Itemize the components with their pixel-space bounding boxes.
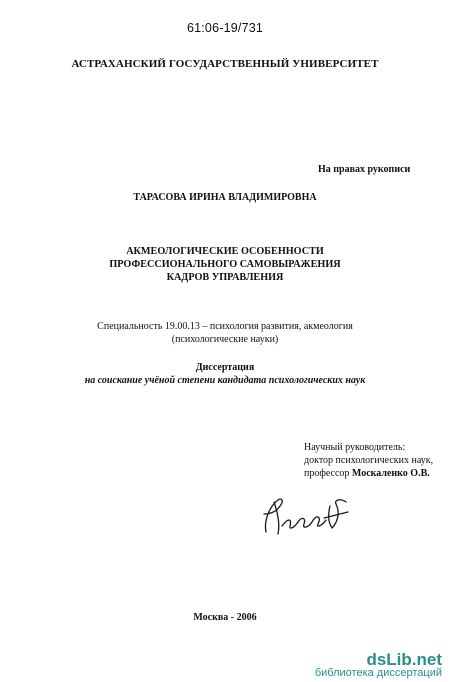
watermark-brand: dsLib.net xyxy=(366,650,442,669)
title-line-3: КАДРОВ УПРАВЛЕНИЯ xyxy=(166,272,284,283)
specialty-line: Специальность 19.00.13 – психология развития, акмеология xyxy=(97,321,353,332)
handwritten-signature xyxy=(244,492,374,540)
watermark xyxy=(300,650,450,682)
title-line-2: ПРОФЕССИОНАЛЬНОГО САМОВЫРАЖЕНИЯ xyxy=(109,259,341,270)
archive-stamp-number: 61:06-19/731 xyxy=(186,21,264,35)
watermark-subtitle: библиотека диссертаций xyxy=(314,667,442,679)
university-name: АСТРАХАНСКИЙ ГОСУДАРСТВЕННЫЙ УНИВЕРСИТЕТ xyxy=(71,58,379,70)
city-year: Москва - 2006 xyxy=(193,612,257,623)
dissertation-title xyxy=(0,245,450,284)
degree-line: на соискание учёной степени кандидата психологических наук xyxy=(84,375,366,386)
specialty-field: (психологические науки) xyxy=(171,334,279,345)
supervisor-name: Москаленко О.В. xyxy=(351,468,430,479)
supervisor-line xyxy=(304,467,433,480)
supervisor-role: Научный руководитель: xyxy=(304,442,406,453)
author-name: ТАРАСОВА ИРИНА ВЛАДИМИРОВНА xyxy=(133,192,317,203)
dissertation-block xyxy=(0,361,450,387)
specialty-block xyxy=(0,320,450,346)
supervisor-title: профессор xyxy=(304,468,350,479)
manuscript-rights-note: На правах рукописи xyxy=(318,164,411,175)
supervisor-degree: доктор психологических наук, xyxy=(304,455,434,466)
dissertation-heading: Диссертация xyxy=(195,362,255,373)
title-line-1: АКМЕОЛОГИЧЕСКИЕ ОСОБЕННОСТИ xyxy=(126,246,324,257)
supervisor-block xyxy=(304,441,433,480)
